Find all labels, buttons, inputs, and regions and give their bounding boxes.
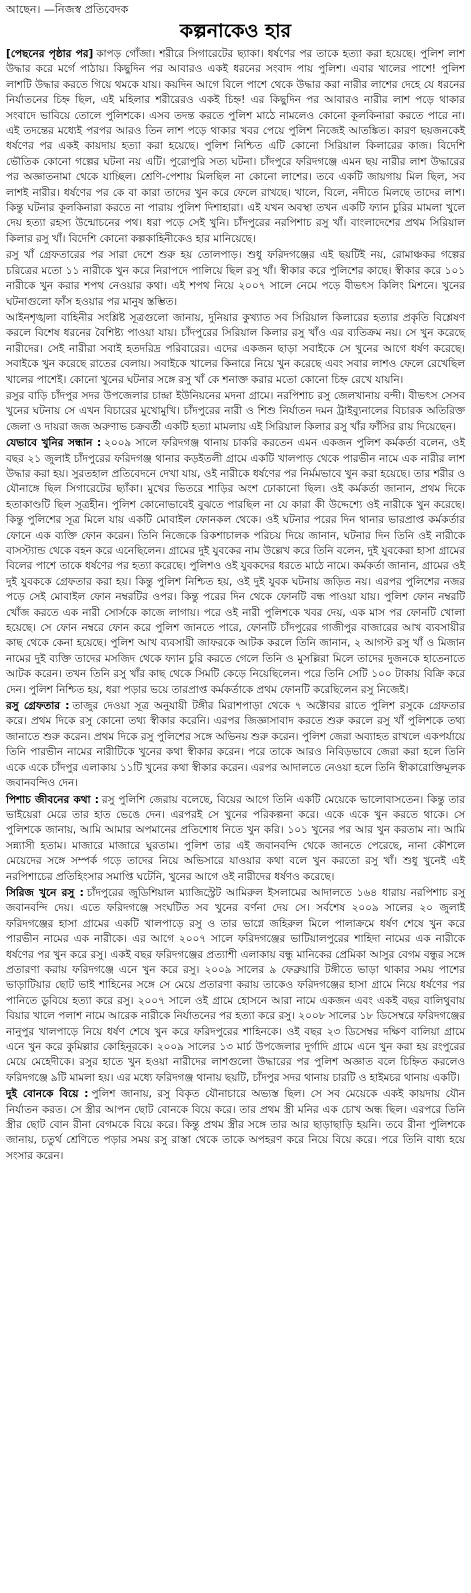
section-two-sisters bbox=[6, 1087, 465, 1164]
paragraph-text: রসুর বাড়ি চাঁদপুর সদর উপজেলার চান্দ্রা ইউনিয়নের মদনা গ্রামে। নরপিশাচ রসু জেলখানায় বন্দী। বীভৎস সেসব খুনের ঘটনায় সে এখন বিচারের মুখোমুখি। চাঁদপুরের নারী ও শিশু নির্যাতন দমন ট্রাইব্যুনালের বিচারক অতিরিক্ত জেলা ও দায়রা জজ অরুণাভ চক্রবর্তী একটি হত্যা মামলায় এই সিরিয়াল কিলার রসু খাঁর ফাঁসির রায় দিয়েছেন। bbox=[6, 389, 465, 433]
article-body bbox=[6, 47, 465, 1164]
section-life-story bbox=[6, 793, 465, 885]
section-how-killer-found bbox=[6, 436, 465, 698]
paragraph-text: রসু খাঁ গ্রেফতারের পর সারা দেশে শুরু হয় তোলপাড়। শুধু ফরিদগঞ্জের এই ছয়টিই নয়, রোমাঞ্চকর গল্পের চরিত্রের মতো ১১ নারীকে খুন করে নিরাপদে পালিয়ে ছিল রসু খাঁ। স্বীকার করে পুলিশের কাছে। স্বীকার করে ১০১ নারীকে খুন করার শপথ নেওয়ার কথা। এই শপথ নিয়ে ২০০৭ সালে নেমে পড়ে বীভৎস কিলিং মিশনে। খুনের ঘটনাগুলো ফাঁস হওয়ার পর মানুষ স্তম্ভিত। bbox=[6, 249, 465, 308]
section-arrest bbox=[6, 699, 465, 791]
section-subhead: দুই বোনকে বিয়ে : bbox=[6, 1088, 89, 1101]
paragraph-text: পুলিশ জানায়, রসু বিকৃত যৌনাচারে অভ্যস্ত ছিল। সে সব মেয়েকে একই কায়দায় যৌন নির্যাতন করত। সে স্ত্রীর আপন ছোট বোনকে বিয়ে করে। তার প্রথম স্ত্রী মনির এক চোখ অন্ধ ছিল। এরপরে তিনি স্ত্রীর ছোট বোন রীনা বেগমকে বিয়ে করে। কিন্তু প্রথম স্ত্রীর সঙ্গে তার আর ছাড়াছাড়ি হয়নি। তবে রীনা পুলিশকে জানায়, চতুর্থ শ্রেণিতে পড়ার সময় রসু রাস্তা থেকে তাকে অপহরণ করে নিয়ে বিয়ে করে। পরে তিনি বাধ্য হয়ে সংসার করেন। bbox=[6, 1088, 465, 1162]
section-subhead: রসু গ্রেফতার : bbox=[6, 700, 70, 713]
paragraph-text: ২০০৯ সালে ফরিদগঞ্জ থানায় চাকরি করতেন এমন একজন পুলিশ কর্মকর্তা বলেন, ওই বছর ২১ জুলাই চাঁদপুরের ফরিদগঞ্জ থানার কড়ইতলী গ্রামে একটি খালপাড় থেকে পারভীন নামে এক নারীর লাশ উদ্ধার করা হয়। সুরতহাল প্রতিবেদনে দেখা যায়, ওই নারীকে ধর্ষণের পর নির্মমভাবে খুন করা হয়েছে। তার শরীর ও যৌনাঙ্গে ছিল সিগারেটের ছ্যাঁকা। মুখের ভিতরে শাড়ির অংশ ঢোকানো ছিল। ওই কর্মকর্তা জানান, প্রথম দিকে হতাকাণ্ডটি ছিল সূত্রহীন। পুলিশ কোনোভাবেই বুঝতে পারছিল না যে কারা কী উদ্দেশ্যে ওই নারীকে খুন করেছে। কিন্তু পুলিশের সূত্র মিলে যায় একটি মোবাইল ফোনকল থেকে। ওই ঘটনার পরের দিন থানার ভারপ্রাপ্ত কর্মকর্তার ফোনে এক ব্যক্তি ফোন করেন। তিনি নিজেকে রিকশাচালক পরিচয় দিয়ে জানান, ঘটনার দিন তিনি ওই নারীকে বাসস্ট্যান্ড থেকে বহন করে এনেছিলেন। গ্রামের দুই যুবকের নাম উল্লেখ করে তিনি বলেন, দুই যুবকেরা হাসা গ্রামের বিলের পাশে তাকে ধর্ষণের পর হত্যা করেছে। পুলিশও ওই যুবকদের ধরতে মাঠে নামে। কর্মকর্তা জানান, গ্রামের ওই দুই যুবককে গ্রেফতার করা হয়। কিন্তু পুলিশ নিশ্চিত হয়, ওই দুই যুবক ঘটনায় জড়িত নয়। এরপর পুলিশের নজর পড়ে সেই মোবাইল ফোন নম্বরটির ওপর। কিন্তু পরের দিন থেকে ফোনটি বন্ধ পাওয়া যায়। পুলিশ ফোন নম্বরটি খোঁজ করতে এক নারী সোর্সকে কাজে লাগায়। পরে ওই নারী পুলিশকে খবর দেয়, এক মাস পর ফোনটি খোলা হয়েছে। সে ফোন নম্বরে ফোন করে পুলিশ জানতে পারে, ফোনটি চাঁদপুরের গাজীপুর বাজারের আখ ব্যবসায়ীর কাছ থেকে কেনা হয়েছে। পুলিশ আখ ব্যবসায়ী জাফরকে আটক করলে তিনি জানান, ২ আগস্ট রসু খাঁ ও মিজান নামের দুই ব্যক্তি তাদের মসজিদ থেকে ফ্যান চুরি করতে গেলে তিনি ও মুসল্লিরা মিলে তাদের দুজনকে হাতেনাতে আটক করেন। তখন তিনি রসু খাঁর কাছ থেকে সিমটি কেড়ে নিয়েছিলেন। পরে তিনি সেটি ১০০ টাকায় বিক্রি করে দেন। পুলিশ নিশ্চিত হয়, ধরা পড়ার ভয়ে তারপ্রাপ্ত কর্মকর্তাকে প্রথম ফোনটি করেছিলেন রসু নিজেই। bbox=[6, 437, 465, 696]
section-subhead: সিরিজ খুনে রসু : bbox=[6, 886, 84, 899]
section-subhead: যেভাবে খুনির সন্ধান : bbox=[6, 437, 102, 450]
paragraph-pattern bbox=[6, 311, 465, 388]
article-headline: কল্পনাকেও হার bbox=[179, 20, 292, 42]
paragraph-oath bbox=[6, 248, 465, 310]
paragraph-text: চাঁদপুরের জুডিশিয়াল ম্যাজিস্ট্রেট আমিরুল ইসলামের আদালতে ১৬৪ ধারায় নরপিশাচ রসু জবানবন্দি দেয়। এতে ফরিদগঞ্জে সংঘটিত সব খুনের বর্ণনা দেয় সে। সর্বশেষ ২০০৯ সালের ২০ জুলাই ফরিদগঞ্জের হাসা গ্রামের একটি খালপাড়ে রসু ও তার ভাগ্নে জহিরুল মিলে পালাক্রমে ধর্ষণ শেষে খুন করে পারভীন নামের এক নারীকে। এর আগে ২০০৭ সালে ফরিদগঞ্জের ভাটিয়ালপুরের শাহিদা নামের এক নারীকে ধর্ষণের পর খুন করে রসু। একই বছর ফরিদগঞ্জের প্রত্যাশী এলাকায় বন্ধু মানিকের প্রেমিকা আসুর বেগম বন্ধুর সঙ্গে প্রতারণা করায় ফরিদগঞ্জে এনে খুন করে রসু। ২০০৯ সালের ৯ ফেব্রুয়ারি টঙ্গীতে ভাড়া থাকার সময় পাশের ভাড়াটিয়ার ছোট ভাই শাহিনের সঙ্গে সে মেয়ে প্রতারণা করায় তাকেও ফরিদগঞ্জের হাসা গ্রামে নিয়ে ধর্ষণের পর পানিতে ডুবিয়ে হত্যা করে রসু। ২০০৭ সালে ওই গ্রামে হোসনে আরা নামে একজন এবং একই বছর বালিথুবায় বিয়ার খালে পলাশ নামে আরেক নারীকে নির্যাতনের পর হত্যা করে রসু। ২০০৮ সালের ১৮ ডিসেম্বরে ফরিদগঞ্জের নানুপুর খালপাড়ে নিয়ে ধর্ষণ শেষে খুন করে ফরিদপুরের শাহিনকে। ওই বছর ২৩ ডিসেম্বর দক্ষিণ বালিয়া গ্রামে এনে খুন করে কুমিল্লার কোহিনূরকে। ২০০৯ সালের ১৩ মার্চ উপজেলার দুর্গাদি গ্রামে এনে খুন করা হয় রংপুরের মেয়ে মেহেদীকে। রসুর হাতে খুন হওয়া নারীদের লাশগুলো উদ্ধারের পর পুলিশ অজ্ঞাত বলে চিহ্নিত করলেও ফরিদগঞ্জে ৯টি মামলা হয়। এর মধ্যে ফরিদগঞ্জ থানায় ছয়টি, চাঁদপুর সদর থানায় চারটি ও হাইমচর থানায় একটি। bbox=[6, 886, 465, 1084]
section-subhead: পিশাচ জীবনের কথা : bbox=[6, 793, 99, 806]
paragraph-text: তাজুর দেওয়া সূত্র অনুযায়ী টঙ্গীর মিরাশপাড়া থেকে ৭ অক্টোবর রাতে পুলিশ রসুকে গ্রেফতার করে। প্রথম দিকে রসু কোনো তথ্য স্বীকার করেনি। এরপর জিজ্ঞাসাবাদ করতে শুরু করলে রসু খাঁ পুলিশকে তথ্য জানাতে শুরু করেন। প্রথম দিকে রসু পুলিশের সঙ্গে অভিনয় শুরু করেন। পুলিশ জেরা অব্যাহত রাখলে একপর্যায়ে তিনি পারভীন নামের নারীটিকে খুনের কথা স্বীকার করেন। পরে তাকে আরও নিবিড়ভাবে জেরা করা হলে তিনি একে একে চাঁদপুর এলাকায় ১১টি খুনের কথা স্বীকার করেন। এরপর আদালতে নেওয়া হলে তিনি স্বীকারোক্তিমূলক জবানবন্দিও দেন। bbox=[6, 700, 465, 790]
byline: আছেন। —নিজস্ব প্রতিবেদক bbox=[6, 3, 129, 16]
paragraph-text: কাপড় গোঁজা। শরীরে সিগারেটের ছ্যাকা। ধর্ষণের পর তাকে হত্যা করা হয়েছে। পুলিশ লাশ উদ্ধার করে মর্গে পাঠায়। কিছুদিন পর আবারও একই ধরনের সংবাদ পায় পুলিশ। এবার খালের পাশে! পুলিশ লাশটি উদ্ধার করতে গিয়ে থমকে যায়। কয়দিন আগে বিলে পাশে থেকে উদ্ধার করা নারীর লাশের দেহে যে ধরনের নির্যাতনের চিহ্ন ছিল, এই মহিলার শরীরেরও একই চিহ্ন! এর কিছুদিন পর আবারও নারীর লাশ পড়ে থাকার সংবাদে ভাবিয়ে তোলে পুলিশকে। এসব তদন্ত করতে পুলিশ মাঠে নামলেও কোনো কূলকিনারা করতে পারে না। এই তদন্তের মধ্যেই পরপর আরও তিন লাশ পড়ে থাকার খবর পেয়ে পুলিশ নিজেই আতঙ্কিত। কারণ ছয়জনকেই ধর্ষণের পর একই কায়দায় হত্যা করা হয়েছে। পুলিশ নিশ্চিত এটি কোনো সিরিয়াল কিলারের কাজ। বিদেশি ভৌতিক কোনো গল্পের ঘটনা নয় এটি। পুরোপুরি সত্য ঘটনা। চাঁদপুরে ফরিদগঞ্জে এমন ছয় নারীর লাশ উদ্ধারের পর অজ্ঞাতনামা থেকে যাচ্ছিল। শ্রেণি-পেশায় মিলছিল না কোনো লাশের। তবে একটি জায়গায় মিল ছিল, সব লাশই নারীর। ধর্ষণের পর কে বা কারা তাদের খুন করে ফেলে রাখছে। খালে, বিলে, নদীতে মিলছে তাদের লাশ। কিন্তু ঘটনার কূলকিনারা করতে না পারায় পুলিশ দিশাহারা। এই যখন অবস্থা তখন একটি ফ্যান চুরির মামলা খুলে দেয় হত্যা রহস্য উন্মোচনের পথ। ধরা পড়ে সেই খুনি। চাঁদপুরের নরপিশাচ রসু খাঁ। বাংলাদেশের প্রথম সিরিয়াল কিলার রসু খাঁ। বিদেশি কোনো কল্পকাহিনীকেও হার মানিয়েছে। bbox=[6, 48, 465, 245]
continuation-kicker: [পেছনের পৃষ্ঠার পর] bbox=[6, 48, 94, 60]
paragraph-verdict bbox=[6, 389, 465, 435]
paragraph-text: আইনশৃঙ্খলা বাহিনীর সংশ্লিষ্ট সূত্রগুলো জানায়, দুনিয়ার কুখ্যাত সব সিরিয়াল কিলারের হত্যার প্রকৃতি বিশ্লেষণ করলে বিশেষ ধরনের বৈশিষ্ট্য পাওয়া যায়। চাঁদপুরের সিরিয়াল কিলার রসু খাঁও এর ব্যতিক্রম নয়। সে খুন করেছে নারীদের। সেই নারীরা সবাই হতদরিদ্র পরিবারের। এদের একজন ছাড়া সবাইকে সে খুনের আগে ধর্ষণ করেছে। সবাইকে খুন করেছে রাতের বেলায়। সবাইকে খালের কিনারে নিয়ে খুন করেছে এবং সবার লাশও ফেলে রেখেছিল খালের পাশেই। কোনো খুনের ঘটনার সঙ্গে রসু খাঁ কে শনাক্ত করার মতো কোনো চিহ্ন রেখে যায়নি। bbox=[6, 311, 465, 386]
paragraph-intro bbox=[6, 47, 465, 247]
section-serial-killings bbox=[6, 886, 465, 1086]
paragraph-text: রসু পুলিশি জেরায় বলেছে, বিয়ের আগে তিনি একটি মেয়েকে ভালোবাসতেন। কিন্তু তার ভাইয়েরা মেরে তার হাত ভেঙে দেন। এরপরই সে খুনের পরিকল্পনা করে। একে একে খুন করতে থাকে। সে পুলিশকে জানায়, আমি আমার অপমানের প্রতিশোধ নিতে খুন করি। ১০১ খুনের পর আর খুন করতাম না। আমি সন্ন্যাসী হতাম। মাজারে মাজারে ঘুরতাম। পুলিশ তার এই জবানবন্দি থেকে জানতে পেরেছে, নানা কৌশলে মেয়েদের সঙ্গে সম্পর্ক গড়ে তাদের নিয়ে অভিসারে যাওয়ার কথা বলে খুন করতো রসু খাঁ। শুধু খুনেই এই নরপিশাচের প্রতিহিংসার সমাপ্তি ঘটেনি, খুনের আগে ওই নারীদের ধর্ষণও করেছে। bbox=[6, 793, 465, 883]
